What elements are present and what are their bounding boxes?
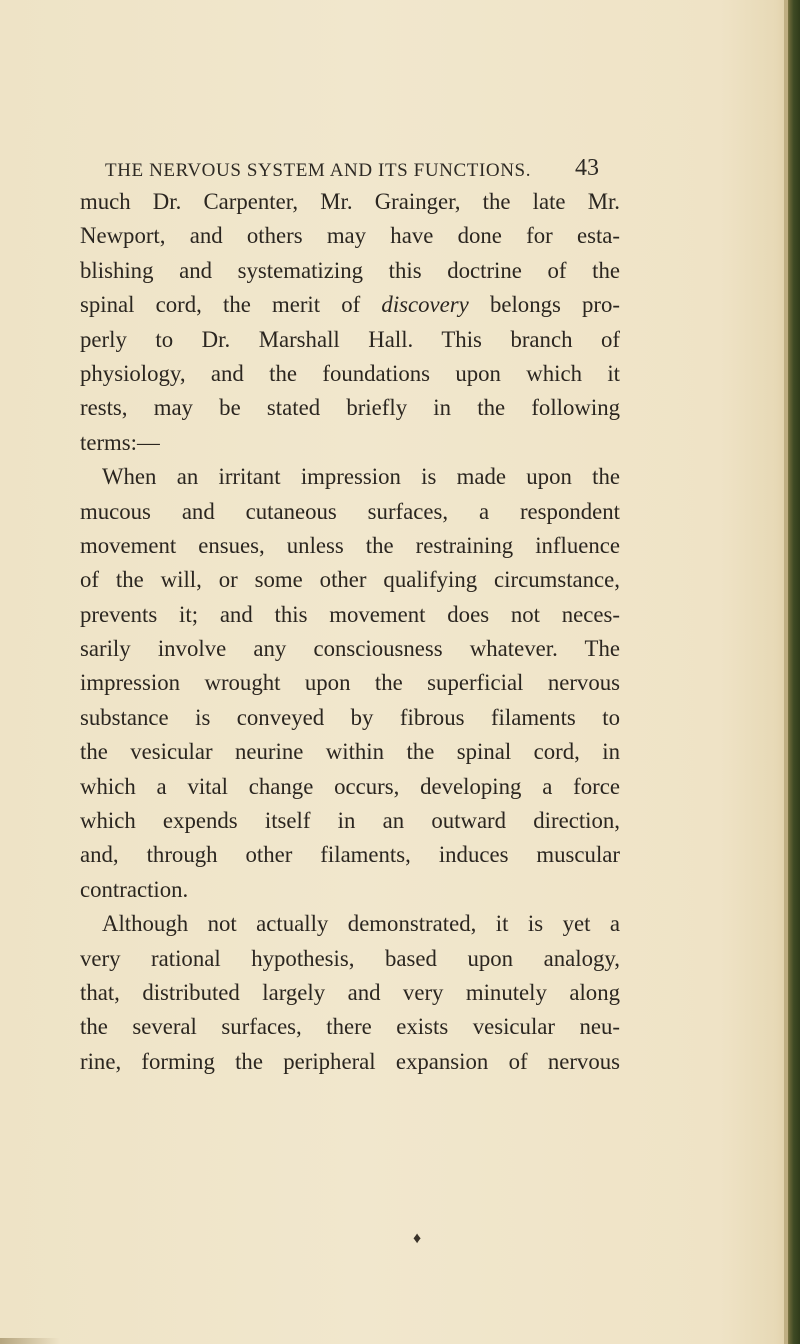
page-number: 43 xyxy=(575,155,599,181)
text-line: perly to Dr. Marshall Hall. This branch of xyxy=(80,326,620,352)
text-line: rests, may be stated briefly in the following xyxy=(80,395,620,421)
binding-edge xyxy=(784,0,800,1344)
printer-ornament: ♦ xyxy=(413,1230,422,1247)
paragraph-first-line: Although not actually demonstrated, it is yet a xyxy=(102,911,620,937)
text-line: much Dr. Carpenter, Mr. Grainger, the late Mr. xyxy=(80,189,620,214)
text-line: impression wrought upon the superficial nervous xyxy=(80,670,620,696)
text-line: very rational hypothesis, based upon analogy, xyxy=(80,945,620,971)
text-line: which a vital change occurs, developing a force xyxy=(80,773,620,799)
text-line: contraction. xyxy=(80,876,189,902)
text-line: physiology, and the foundations upon which it xyxy=(80,360,620,386)
running-head: THE NERVOUS SYSTEM AND ITS FUNCTIONS. xyxy=(105,160,532,181)
text-line: and, through other filaments, induces muscular xyxy=(80,842,620,868)
text-line: sarily involve any consciousness whatever. The xyxy=(80,636,620,662)
text-line: blishing and systematizing this doctrine of the xyxy=(80,257,620,283)
text-line: the vesicular neurine within the spinal cord, in xyxy=(80,739,620,765)
text-line: that, distributed largely and very minutely along xyxy=(80,979,620,1005)
text-line: prevents it; and this movement does not neces- xyxy=(80,601,620,627)
text-line: terms:— xyxy=(80,429,160,455)
page-shadow xyxy=(0,1338,60,1344)
text-segment: spinal cord, the merit of xyxy=(80,292,382,318)
text-line: substance is conveyed by fibrous filaments to xyxy=(80,704,620,730)
text-line: mucous and cutaneous surfaces, a respondent xyxy=(80,498,620,524)
italic-word: discovery xyxy=(381,292,469,318)
text-line-with-italic xyxy=(80,288,620,322)
text-line: the several surfaces, there exists vesicular neu- xyxy=(80,1014,620,1040)
text-line: Newport, and others may have done for esta- xyxy=(80,223,620,249)
paragraph-first-line: When an irritant impression is made upon the xyxy=(102,464,620,490)
body-text xyxy=(80,185,620,1079)
text-line: movement ensues, unless the restraining influence xyxy=(80,532,620,558)
text-line: of the will, or some other qualifying circumstance, xyxy=(80,567,620,593)
text-line: rine, forming the peripheral expansion of nervous xyxy=(80,1048,620,1074)
text-segment: belongs pro- xyxy=(468,292,621,318)
text-line: which expends itself in an outward direction, xyxy=(80,808,620,834)
